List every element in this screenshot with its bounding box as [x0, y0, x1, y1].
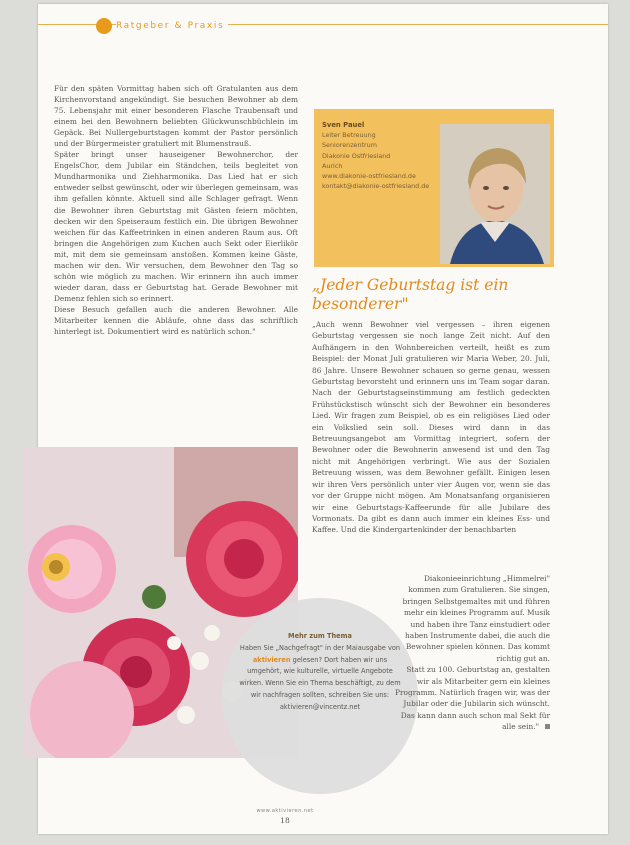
left-paragraph: Diese Besuch gefallen auch die anderen Bewohner. Alle Mitarbeiter kennen die Abläufe, ohne dass das schriftlich hinterlegt ist. Dokumentiert wird es natürlich schon.": [54, 304, 298, 337]
page-number: 18: [280, 816, 290, 825]
section-label: Ratgeber & Praxis: [116, 18, 228, 34]
section-dot-icon: [96, 18, 112, 34]
contact-box: [314, 109, 554, 267]
contact-details: [322, 120, 432, 191]
left-paragraph: Für den späten Vormittag haben sich oft Gratulanten aus dem Kirchenvorstand angekündigt. Sie besuchen Bewohner ab dem 75. Lebensjahr mit einer besonderen Flasche Traubensaft und einem bei den Bewohnern beliebten Glückwunschbüchlein im Gepäck. Bei Nullergeburtstagen kommt der Pastor persönlich und der Bürgermeister gratuliert mit Blumenstrauß.: [54, 84, 298, 149]
contact-line: Aurich: [322, 161, 343, 170]
info-circle-text: [238, 631, 402, 714]
right-column-text: [312, 319, 550, 536]
end-mark-icon: [545, 724, 550, 729]
footer-url: www.aktivieren.net: [256, 808, 314, 814]
wrap-paragraph: Diakonieeinrichtung „Himmelrei" kommen zum Gratulieren. Sie singen, bringen Selbstgemaltes mit und führen mehr ein kleines Programm auf. Musik und haben ihre Tanz einstudiert oder haben Instrumente dabei, die auch die Bewohner spielen können. Das kommt richtig gut an.: [402, 574, 550, 663]
right-paragraph: „Auch wenn Bewohner viel vergessen – ihren eigenen Geburtstag vergessen sie noch lange Zeit nicht. Auf den Aufhängern in den Wohnbereichen verteilt, heißt es zum Beispiel: der Monat Juli gratulieren wir Maria Weber, 20. Juli, 86 Jahre. Unsere Bewohner schauen so gerne genau, wessen Geburtstag bevorsteht und erinnern uns im Team sogar daran. Nach der Geburtstagseinstimmung am festlich gedeckten Frühstückstisch wünscht sich der Bewohner ein besonderes Lied. Wir fragen zum Beispiel, ob es ein religiöses Lied oder ein Volkslied sein soll. Dieses wird dann in das Betreuungsangebot am Vormittag integriert, sofern der Bewohner oder die Bewohnerin anwesend ist und den Tag nicht mit Angehörigen verbringt. Wie aus der Sozialen Betreuung wissen, was dem Bewohner gefällt. Einigen lesen wir ihren Vers persönlich unter vier Augen vor, wenn sie das vor der Gruppe nicht mögen. Am Monatsanfang organisieren wir eine Geburtstags-Kaffeerunde für alle Jubilare des Vormonats. Da gibt es dann auch immer ein kleines Ess- und Kaffee. Und die Kindergartenkinder der benachbarten: [312, 320, 550, 535]
contact-line: www.diakonie-ostfriesland.de: [322, 172, 416, 181]
info-circle-intro: Haben Sie „Nachgefragt" in der Maiausgabe von: [239, 643, 401, 652]
info-circle-body: gelesen? Dort haben wir uns umgehört, wie kulturelle, virtuelle Angebote wirken. Wenn Sie ein Thema beschäftigt, zu dem wir nachfragen sollten, schreiben Sie uns: aktivieren@vincentz.net: [239, 655, 401, 711]
contact-line: Seniorenzentrum: [322, 141, 377, 150]
left-paragraph: Später bringt unser hauseigener Bewohnerchor, der EngelsChor, dem Jubilar ein Ständchen, teils begleitet von Mundharmonika und Ziehharmonika. Das Lied hat er sich entweder selbst gewünscht, oder wir überlegen gemeinsam, was ihm gefallen könnte. Aktuell sind alle Schlager gefragt. Wenn die Bewohner ihren Geburtstag mit Gästen feiern möchten, decken wir den Speiseraum festlich ein. Die übrigen Bewohner weichen für das Kaffeetrinken in einen anderen Raum aus. Oft bringen die Angehörigen zum Kuchen auch Sekt oder Eierlikör mit, mit dem sie gemeinsam anstoßen. Kommen keine Gäste, machen wir den. Wir versuchen, dem Bewohner den Tag so schön wie möglich zu machen. Wir erinnern ihn auch immer wieder daran, dass er Geburtstag hat. Gerade Bewohner mit Demenz fehlen sich so erinnert.: [54, 150, 298, 303]
article-headline: „Jeder Geburtstag ist ein besonderer": [312, 276, 509, 313]
contact-line: kontakt@diakonie-ostfriesland.de: [322, 182, 430, 191]
magazine-name: aktivieren: [252, 655, 291, 664]
info-circle-title: Mehr zum Thema: [288, 632, 352, 640]
portrait-photo: [440, 124, 550, 264]
contact-name: Sven Pauel: [322, 121, 365, 129]
contact-line: Leiter Betreuung: [322, 131, 376, 140]
left-column-text: [54, 83, 298, 337]
contact-line: Diakonie Ostfriesland: [322, 151, 391, 160]
wrapped-text: [392, 573, 550, 733]
wrap-paragraph: Statt zu 100. Geburtstag an, gestalten wir als Mitarbeiter gern ein kleines Programm. Natürlich fragen wir, was der Jubilar oder die Jubilarin sich wünscht. Das kann dann auch schon mal Sekt für alle sein.": [395, 665, 550, 732]
portrait-illustration: [440, 124, 550, 264]
